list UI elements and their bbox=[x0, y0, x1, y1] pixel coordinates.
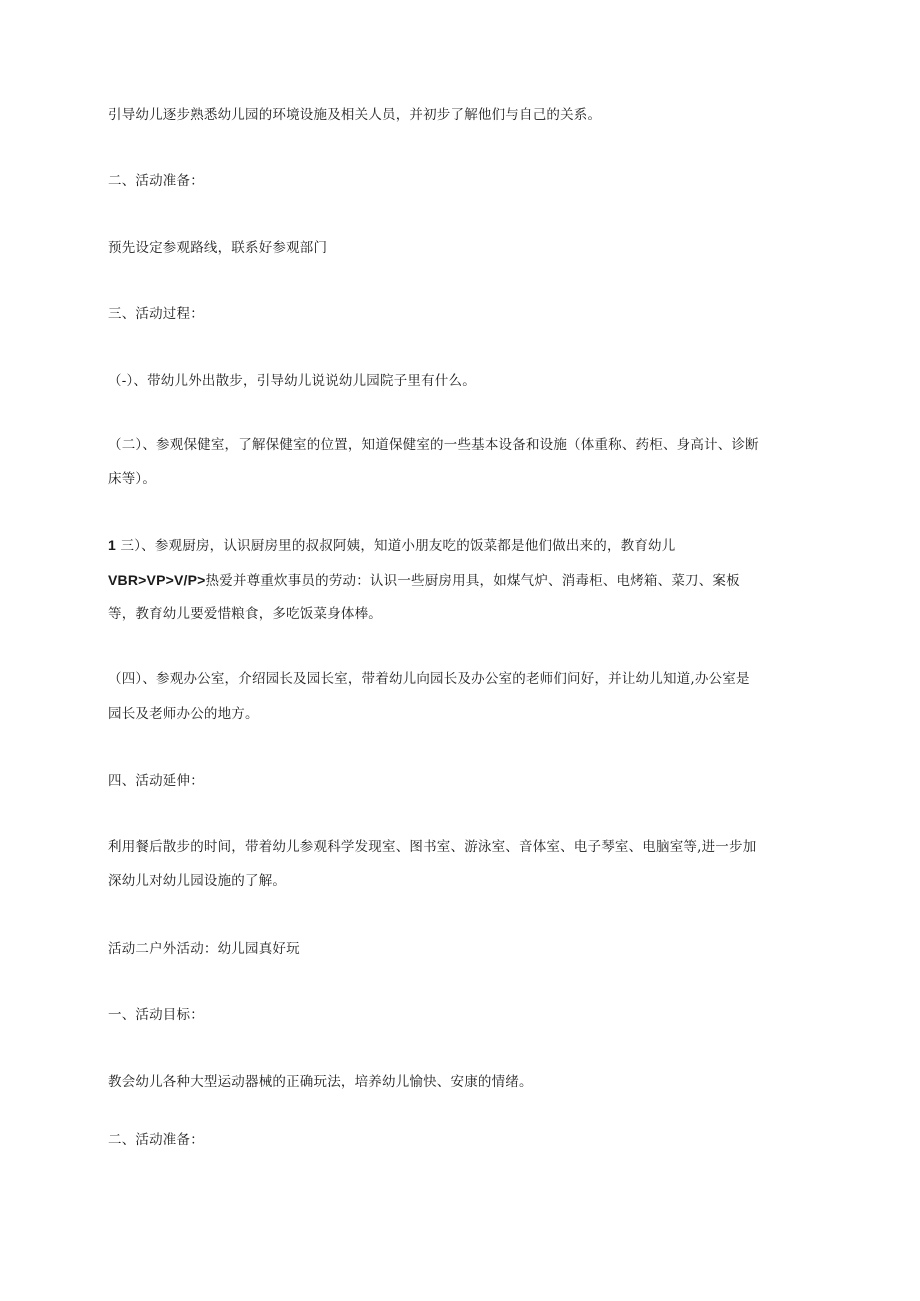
step-3-text: 三）、参观厨房，认识厨房里的叔叔阿姨，知道小朋友吃的饭菜都是他们做出来的，教育幼儿 bbox=[120, 538, 676, 554]
paragraph-preparation-text: 预先设定参观路线，联系好参观部门 bbox=[108, 240, 328, 256]
heading-preparation-two: 二、活动准备： bbox=[108, 1132, 204, 1148]
ocr-prefix-number: 1 bbox=[108, 537, 116, 553]
paragraph-extension-line-1: 利用餐后散步的时间，带着幼儿参观科学发现室、图书室、游泳室、音体室、电子琴室、电脑室等,进一步加 bbox=[108, 839, 757, 855]
paragraph-extension-line-2: 深幼儿对幼儿园设施的了解。 bbox=[108, 873, 287, 889]
paragraph-step-4-line-1: （四）、参观办公室，介绍园长及园长室，带着幼儿向园长及办公室的老师们问好，并让幼儿知道,办公室是 bbox=[108, 671, 750, 687]
paragraph-step-3-line-1 bbox=[108, 536, 798, 555]
paragraph-objective-two: 教会幼儿各种大型运动器械的正确玩法，培养幼儿愉快、安康的情绪。 bbox=[108, 1074, 533, 1090]
ocr-garbled-prefix: VBR>VP>V/P> bbox=[108, 572, 206, 588]
heading-preparation: 二、活动准备： bbox=[108, 173, 204, 189]
paragraph-step-3-line-2 bbox=[108, 571, 798, 590]
heading-process: 三、活动过程： bbox=[108, 306, 204, 322]
step-3-text-cont: 热爱并尊重炊事员的劳动：认识一些厨房用具，如煤气炉、消毒柜、电烤箱、菜刀、案板 bbox=[205, 573, 740, 589]
paragraph-step-2-line-1: （二）、参观保健室，了解保健室的位置，知道保健室的一些基本设备和设施（体重称、药柜、身高计、诊断 bbox=[108, 437, 759, 453]
heading-activity-two: 活动二户外活动：幼儿园真好玩 bbox=[108, 941, 300, 957]
paragraph-step-4-line-2: 园长及老师办公的地方。 bbox=[108, 706, 259, 722]
paragraph-step-1: （-）、带幼儿外出散步，引导幼儿说说幼儿园院子里有什么。 bbox=[108, 373, 476, 389]
paragraph-objective-text: 引导幼儿逐步熟悉幼儿园的环境设施及相关人员，并初步了解他们与自己的关系。 bbox=[108, 107, 602, 123]
paragraph-step-2-line-2: 床等）。 bbox=[108, 471, 157, 487]
heading-extension: 四、活动延伸： bbox=[108, 773, 204, 789]
paragraph-step-3-line-3: 等，教育幼儿要爱惜粮食，多吃饭菜身体棒。 bbox=[108, 606, 382, 622]
heading-objective: 一、活动目标： bbox=[108, 1007, 204, 1023]
